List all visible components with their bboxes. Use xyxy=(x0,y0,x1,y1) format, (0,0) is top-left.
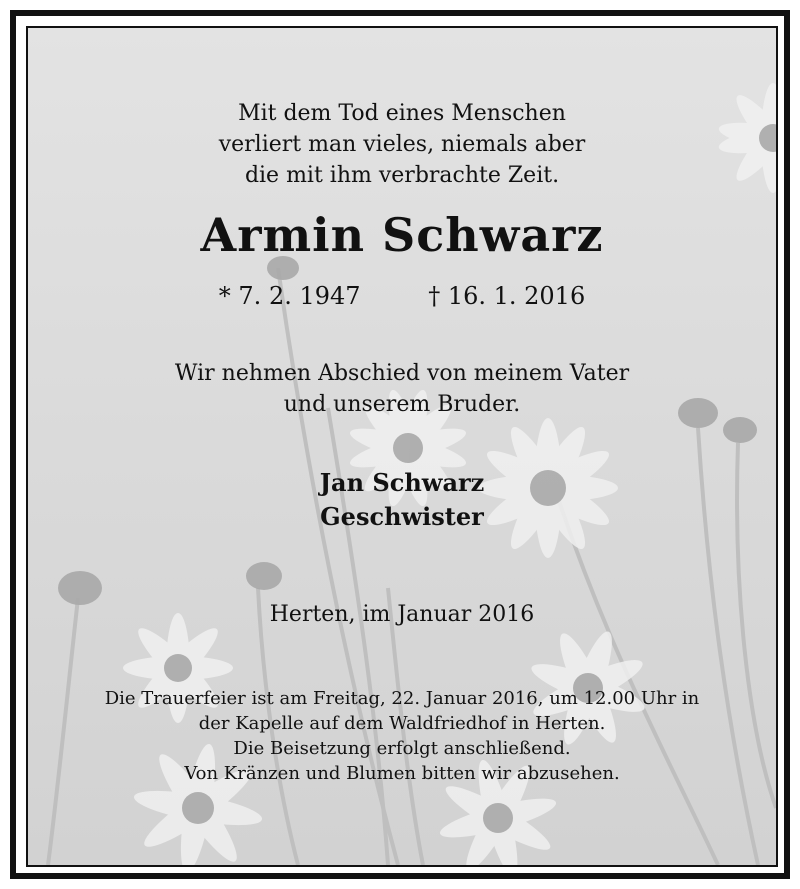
service-line: Die Trauerfeier ist am Freitag, 22. Januar 2016, um 12.00 Uhr in xyxy=(104,688,700,709)
farewell-line: und unserem Bruder. xyxy=(283,392,521,417)
quote-line: Mit dem Tod eines Menschen xyxy=(238,101,566,126)
life-dates xyxy=(28,282,776,310)
quote-line: verliert man vieles, niemals aber xyxy=(218,132,586,157)
farewell-line: Wir nehmen Abschied von meinem Vater xyxy=(174,361,630,386)
mourner-name: Jan Schwarz xyxy=(319,468,485,497)
service-line: Die Beisetzung erfolgt anschließend. xyxy=(233,738,571,759)
funeral-service-info xyxy=(28,686,776,786)
mourner-name: Geschwister xyxy=(320,502,484,531)
death-date: † 16. 1. 2016 xyxy=(428,282,586,310)
mourners-list xyxy=(28,466,776,534)
service-line: der Kapelle auf dem Waldfriedhof in Herten. xyxy=(198,713,606,734)
farewell-text xyxy=(28,358,776,420)
memorial-quote xyxy=(28,98,776,191)
obituary-card xyxy=(10,10,790,879)
obituary-inner-frame xyxy=(26,26,778,867)
quote-line: die mit ihm verbrachte Zeit. xyxy=(244,163,560,188)
birth-date: * 7. 2. 1947 xyxy=(218,282,361,310)
service-line: Von Kränzen und Blumen bitten wir abzusehen. xyxy=(184,763,620,784)
deceased-name: Armin Schwarz xyxy=(200,208,604,262)
place-and-date: Herten, im Januar 2016 xyxy=(269,602,535,627)
